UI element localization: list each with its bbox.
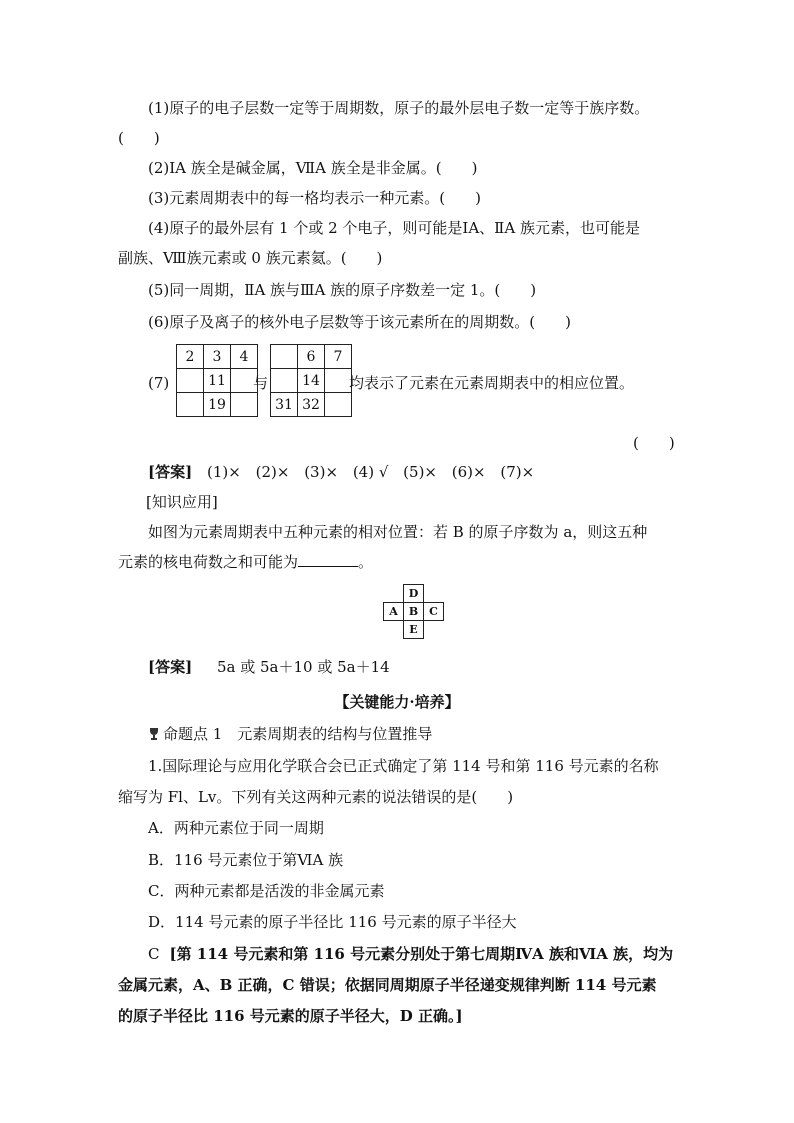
answer-item: (1)× [206,463,241,481]
answer-item: (3)× [304,463,339,481]
answer-text: 5a 或 5a＋10 或 5a＋14 [216,658,390,676]
periodic-grid-1 [176,344,258,417]
question-7-text: 均表示了元素在元素周期表中的相应位置。 [349,374,635,392]
knowledge-text-2b: 。 [358,553,374,571]
grid-cell [325,393,352,417]
answer-item: (6)× [451,463,486,481]
explanation-line-1 [148,944,673,964]
grid-cell: 31 [271,393,298,417]
knowledge-text-2a: 元素的核电荷数之和可能为 [118,553,299,571]
key-point-text: 命题点 1 元素周期表的结构与位置推导 [163,725,433,743]
answer-item: (2)× [255,463,290,481]
mcq-option-c: C．两种元素都是活泼的非金属元素 [148,882,385,900]
grid-cell [384,621,404,639]
question-5: (5)同一周期，ⅡA 族与ⅢA 族的原子序数差一定 1。( ) [148,281,537,299]
answer-1 [148,462,534,482]
answer-2 [148,657,390,677]
question-4-line-2: 副族、Ⅷ族元素或 0 族元素氦。( ) [118,249,383,267]
grid-cell: 11 [204,369,231,393]
answer-item: (5)× [403,463,437,481]
mcq-option-b: B．116 号元素位于第ⅥA 族 [148,851,344,869]
answer-item: (4) √ [352,463,389,481]
knowledge-text-1: 如图为元素周期表中五种元素的相对位置：若 B 的原子序数为 a，则这五种 [148,523,648,541]
grid-cell [271,345,298,369]
question-4-line-1: (4)原子的最外层有 1 个或 2 个电子，则可能是ⅠA、ⅡA 族元素，也可能是 [148,219,640,237]
explanation-text-1: [第 114 号元素和第 116 号元素分别处于第七周期ⅣA 族和ⅥA 族，均为 [169,945,674,963]
grid-cell [424,585,444,603]
knowledge-title: [知识应用] [146,493,218,511]
grid-cell: 6 [298,345,325,369]
grid-cell: B [404,603,424,621]
mcq-option-d: D．114 号元素的原子半径比 116 号元素的原子半径大 [148,913,517,931]
question-1-line-1: (1)原子的电子层数一定等于周期数，原子的最外层电子数一定等于族序数。 [148,99,650,117]
grid-cell: 3 [204,345,231,369]
grid-cell: 7 [325,345,352,369]
key-point [148,724,432,744]
grid-cell: 14 [298,369,325,393]
grid-cell: 19 [204,393,231,417]
explanation-line-2: 金属元素，A、B 正确，C 错误；依据同周期原子半径递变规律判断 114 号元素 [118,976,657,994]
question-2: (2)ⅠA 族全是碱金属，ⅦA 族全是非金属。( ) [148,159,478,177]
grid-cell: A [384,603,404,621]
grid-cell: 2 [177,345,204,369]
question-6: (6)原子及离子的核外电子层数等于该元素所在的周期数。( ) [148,313,571,331]
mcq-stem-line-1: 1.国际理论与应用化学联合会已正式确定了第 114 号和第 116 号元素的名称 [148,757,659,775]
element-position-diagram [383,584,444,639]
explanation-answer: C [148,945,160,963]
trophy-icon [148,726,160,740]
explanation-line-3: 的原子半径比 116 号元素的原子半径大，D 正确。] [118,1007,463,1025]
grid-cell [231,393,258,417]
answer-label: [答案] [148,463,193,481]
grid-cell: 32 [298,393,325,417]
grid-cell [271,369,298,393]
knowledge-text-2 [118,552,373,572]
periodic-grid-2 [270,344,352,417]
grid-cell [424,621,444,639]
grid-cell: C [424,603,444,621]
question-7-with: 与 [253,374,269,392]
question-7-paren: ( ) [633,434,675,452]
answer-item: (7)× [500,463,535,481]
mcq-option-a: A．两种元素位于同一周期 [148,819,324,837]
section-title: 【关键能力·培养】 [334,693,460,711]
grid-cell [177,369,204,393]
mcq-stem-line-2: 缩写为 Fl、Lv。下列有关这两种元素的说法错误的是( ) [118,788,514,806]
answer-label: [答案] [148,658,193,676]
grid-cell: E [404,621,424,639]
question-7-label: (7) [148,374,170,392]
grid-cell [177,393,204,417]
question-1-line-2: ( ) [118,129,160,147]
grid-cell [325,369,352,393]
grid-cell: 4 [231,345,258,369]
grid-cell: D [404,585,424,603]
question-3: (3)元素周期表中的每一格均表示一种元素。( ) [148,189,481,207]
grid-cell [384,585,404,603]
answer-blank [298,552,358,567]
